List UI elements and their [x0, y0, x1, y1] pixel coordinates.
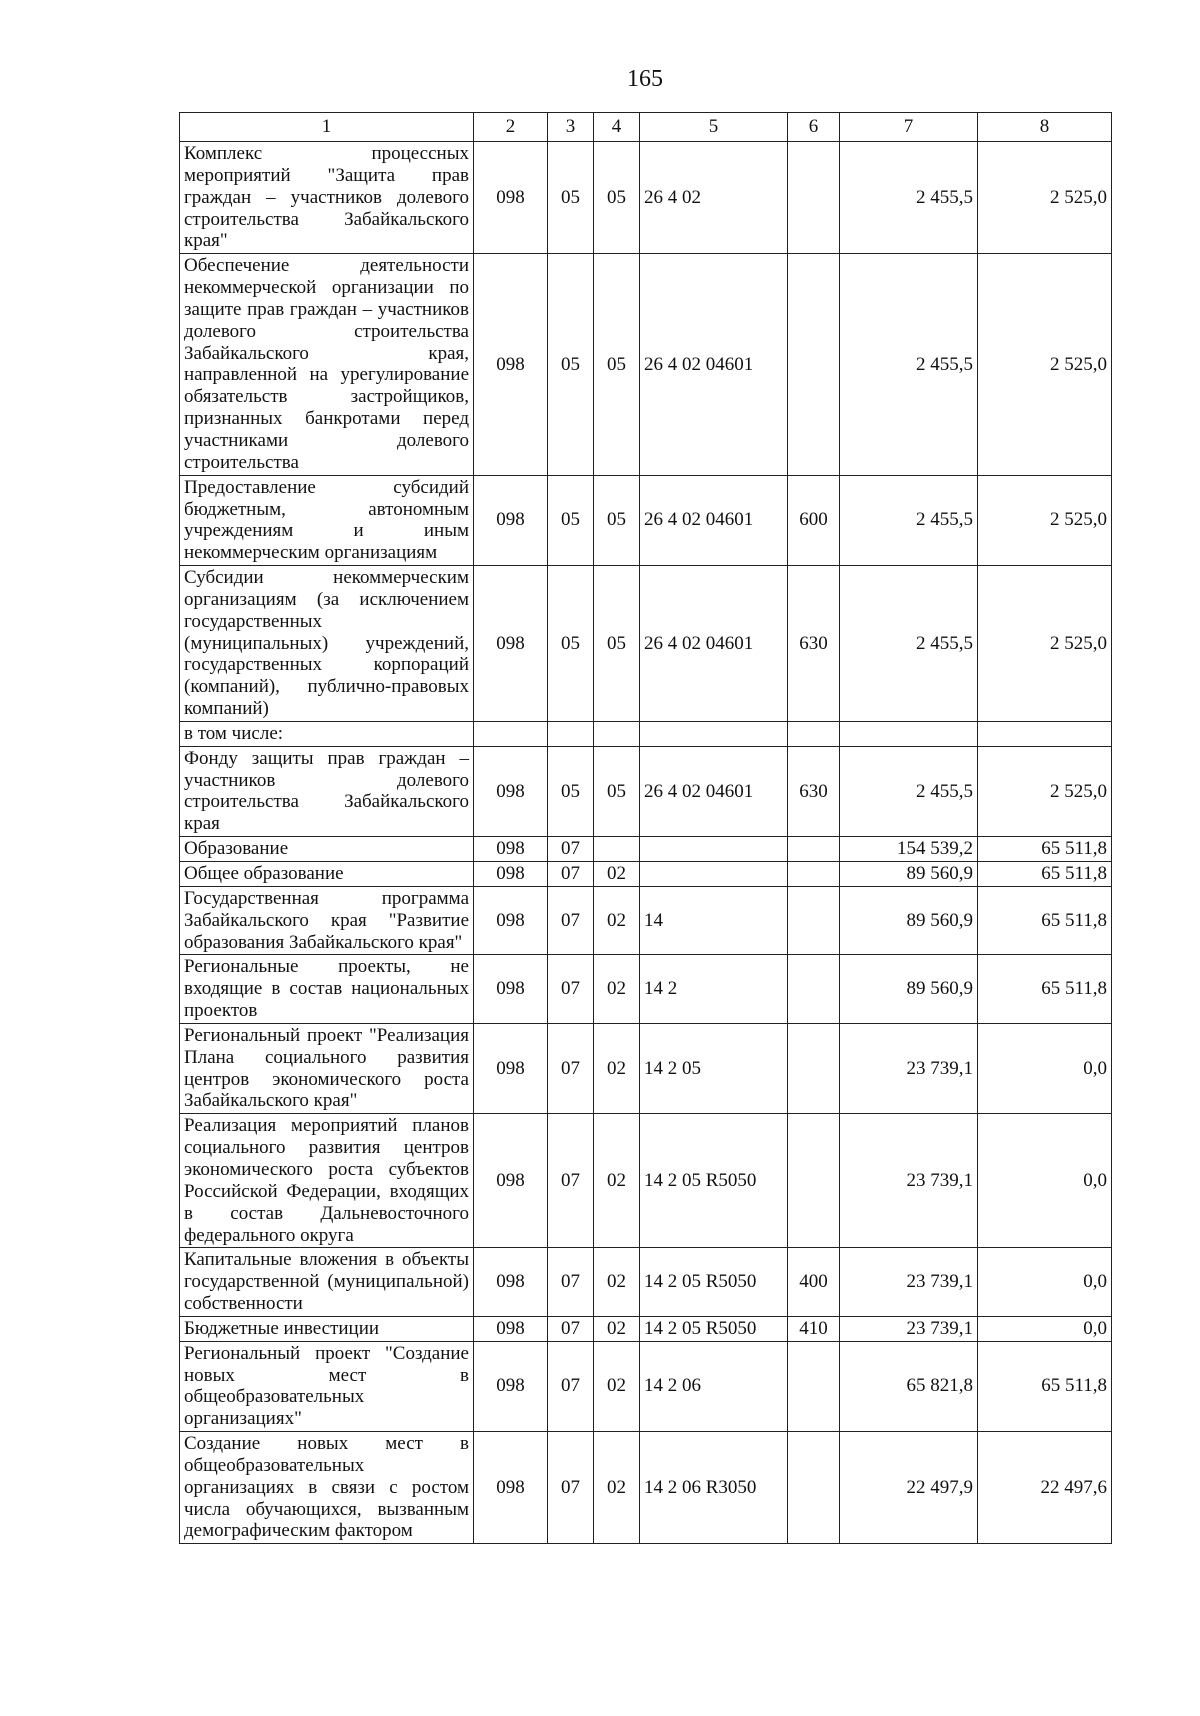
amount-year1-cell: 2 455,5 — [840, 254, 978, 475]
amount-year1-cell: 154 539,2 — [840, 837, 978, 862]
row-name-cell: Капитальные вложения в объекты государственной (муниципальной) собственности — [180, 1248, 474, 1317]
amount-year2-cell: 22 497,6 — [978, 1432, 1112, 1544]
ministry-code-cell: 098 — [474, 142, 548, 254]
amount-year2-cell: 2 525,0 — [978, 475, 1112, 565]
amount-year1-cell: 23 739,1 — [840, 1316, 978, 1341]
ministry-code-cell: 098 — [474, 1341, 548, 1431]
row-name-cell: Региональные проекты, не входящие в состав национальных проектов — [180, 955, 474, 1024]
table-row — [180, 1341, 1112, 1431]
row-name-cell: Создание новых мест в общеобразовательных организациях в связи с ростом числа обучающихся, вызванным демографическим фактором — [180, 1432, 474, 1544]
amount-year2-cell — [978, 721, 1112, 746]
column-header-3: 3 — [548, 113, 594, 142]
table-row — [180, 475, 1112, 565]
amount-year2-cell: 65 511,8 — [978, 955, 1112, 1024]
row-name-cell: Обеспечение деятельности некоммерческой организации по защите прав граждан – участников долевого строительства Забайкальского края, направленной на урегулирование обязательств застройщиков, признанных банкротами перед участниками долевого строительства — [180, 254, 474, 475]
page-number: 165 — [627, 66, 663, 92]
target-article-cell: 14 2 05 R5050 — [640, 1316, 788, 1341]
target-article-cell: 14 2 05 R5050 — [640, 1248, 788, 1317]
amount-year1-cell: 2 455,5 — [840, 746, 978, 836]
table-row — [180, 837, 1112, 862]
amount-year2-cell: 2 525,0 — [978, 142, 1112, 254]
ministry-code-cell: 098 — [474, 1023, 548, 1113]
budget-table — [179, 112, 1112, 1544]
expense-type-cell: 630 — [788, 566, 840, 722]
row-name-cell: Региональный проект "Создание новых мест в общеобразовательных организациях" — [180, 1341, 474, 1431]
amount-year2-cell: 2 525,0 — [978, 746, 1112, 836]
subsection-code-cell: 05 — [594, 142, 640, 254]
section-code-cell: 07 — [548, 955, 594, 1024]
subsection-code-cell: 05 — [594, 746, 640, 836]
table-row — [180, 1248, 1112, 1317]
row-name-cell: в том числе: — [180, 721, 474, 746]
column-header-2: 2 — [474, 113, 548, 142]
subsection-code-cell: 02 — [594, 1341, 640, 1431]
subsection-code-cell: 02 — [594, 1316, 640, 1341]
section-code-cell: 05 — [548, 475, 594, 565]
amount-year1-cell: 2 455,5 — [840, 566, 978, 722]
row-name-cell: Комплекс процессных мероприятий "Защита прав граждан – участников долевого строительства Забайкальского края" — [180, 142, 474, 254]
target-article-cell: 14 2 06 — [640, 1341, 788, 1431]
table-row — [180, 862, 1112, 887]
subsection-code-cell: 02 — [594, 1432, 640, 1544]
row-name-cell: Государственная программа Забайкальского края "Развитие образования Забайкальского края" — [180, 886, 474, 955]
target-article-cell: 26 4 02 04601 — [640, 746, 788, 836]
row-name-cell: Образование — [180, 837, 474, 862]
section-code-cell: 07 — [548, 1023, 594, 1113]
target-article-cell: 14 2 05 — [640, 1023, 788, 1113]
ministry-code-cell: 098 — [474, 746, 548, 836]
ministry-code-cell: 098 — [474, 1248, 548, 1317]
column-header-1: 1 — [180, 113, 474, 142]
table-row — [180, 721, 1112, 746]
amount-year1-cell: 89 560,9 — [840, 886, 978, 955]
amount-year1-cell: 65 821,8 — [840, 1341, 978, 1431]
amount-year2-cell: 0,0 — [978, 1023, 1112, 1113]
section-code-cell: 05 — [548, 142, 594, 254]
amount-year2-cell: 65 511,8 — [978, 862, 1112, 887]
header-row — [180, 113, 1112, 142]
table-row — [180, 1316, 1112, 1341]
subsection-code-cell: 02 — [594, 1023, 640, 1113]
subsection-code-cell — [594, 721, 640, 746]
row-name-cell: Бюджетные инвестиции — [180, 1316, 474, 1341]
amount-year1-cell: 23 739,1 — [840, 1023, 978, 1113]
amount-year1-cell: 22 497,9 — [840, 1432, 978, 1544]
amount-year1-cell: 2 455,5 — [840, 475, 978, 565]
expense-type-cell — [788, 721, 840, 746]
subsection-code-cell: 02 — [594, 886, 640, 955]
row-name-cell: Предоставление субсидий бюджетным, автономным учреждениям и иным некоммерческим организациям — [180, 475, 474, 565]
expense-type-cell — [788, 1023, 840, 1113]
table-row — [180, 254, 1112, 475]
subsection-code-cell: 02 — [594, 955, 640, 1024]
expense-type-cell: 410 — [788, 1316, 840, 1341]
ministry-code-cell: 098 — [474, 837, 548, 862]
section-code-cell: 07 — [548, 1248, 594, 1317]
target-article-cell — [640, 837, 788, 862]
table-row — [180, 746, 1112, 836]
table-row — [180, 955, 1112, 1024]
ministry-code-cell: 098 — [474, 862, 548, 887]
ministry-code-cell: 098 — [474, 955, 548, 1024]
target-article-cell: 26 4 02 04601 — [640, 566, 788, 722]
expense-type-cell — [788, 955, 840, 1024]
target-article-cell: 26 4 02 — [640, 142, 788, 254]
expense-type-cell: 600 — [788, 475, 840, 565]
amount-year1-cell: 23 739,1 — [840, 1248, 978, 1317]
target-article-cell: 14 2 — [640, 955, 788, 1024]
target-article-cell — [640, 862, 788, 887]
expense-type-cell — [788, 254, 840, 475]
ministry-code-cell: 098 — [474, 1432, 548, 1544]
target-article-cell: 26 4 02 04601 — [640, 475, 788, 565]
amount-year1-cell: 2 455,5 — [840, 142, 978, 254]
table-row — [180, 1432, 1112, 1544]
section-code-cell: 07 — [548, 862, 594, 887]
row-name-cell: Реализация мероприятий планов социального развития центров экономического роста субъектов Российской Федерации, входящих в состав Дальневосточного федерального округа — [180, 1114, 474, 1248]
ministry-code-cell: 098 — [474, 886, 548, 955]
subsection-code-cell: 05 — [594, 475, 640, 565]
ministry-code-cell — [474, 721, 548, 746]
amount-year2-cell: 65 511,8 — [978, 837, 1112, 862]
subsection-code-cell: 02 — [594, 1114, 640, 1248]
ministry-code-cell: 098 — [474, 566, 548, 722]
subsection-code-cell — [594, 837, 640, 862]
expense-type-cell — [788, 1114, 840, 1248]
target-article-cell — [640, 721, 788, 746]
amount-year2-cell: 65 511,8 — [978, 886, 1112, 955]
amount-year1-cell: 89 560,9 — [840, 955, 978, 1024]
table-row — [180, 1023, 1112, 1113]
expense-type-cell: 630 — [788, 746, 840, 836]
table-row — [180, 566, 1112, 722]
section-code-cell: 07 — [548, 886, 594, 955]
column-header-5: 5 — [640, 113, 788, 142]
section-code-cell: 07 — [548, 1341, 594, 1431]
table-header — [180, 113, 1112, 142]
table-body — [180, 142, 1112, 1544]
target-article-cell: 14 2 06 R3050 — [640, 1432, 788, 1544]
subsection-code-cell: 02 — [594, 862, 640, 887]
ministry-code-cell: 098 — [474, 475, 548, 565]
ministry-code-cell: 098 — [474, 1114, 548, 1248]
expense-type-cell: 400 — [788, 1248, 840, 1317]
amount-year2-cell: 0,0 — [978, 1248, 1112, 1317]
amount-year2-cell: 2 525,0 — [978, 566, 1112, 722]
subsection-code-cell: 05 — [594, 566, 640, 722]
table-row — [180, 1114, 1112, 1248]
expense-type-cell — [788, 142, 840, 254]
amount-year1-cell — [840, 721, 978, 746]
amount-year2-cell: 0,0 — [978, 1316, 1112, 1341]
section-code-cell: 07 — [548, 837, 594, 862]
column-header-7: 7 — [840, 113, 978, 142]
section-code-cell: 05 — [548, 254, 594, 475]
amount-year1-cell: 89 560,9 — [840, 862, 978, 887]
expense-type-cell — [788, 1341, 840, 1431]
ministry-code-cell: 098 — [474, 254, 548, 475]
expense-type-cell — [788, 862, 840, 887]
amount-year2-cell: 2 525,0 — [978, 254, 1112, 475]
amount-year2-cell: 65 511,8 — [978, 1341, 1112, 1431]
expense-type-cell — [788, 837, 840, 862]
table-row — [180, 142, 1112, 254]
target-article-cell: 14 2 05 R5050 — [640, 1114, 788, 1248]
amount-year1-cell: 23 739,1 — [840, 1114, 978, 1248]
row-name-cell: Фонду защиты прав граждан – участников долевого строительства Забайкальского края — [180, 746, 474, 836]
section-code-cell: 07 — [548, 1114, 594, 1248]
row-name-cell: Общее образование — [180, 862, 474, 887]
section-code-cell: 05 — [548, 746, 594, 836]
expense-type-cell — [788, 1432, 840, 1544]
section-code-cell: 07 — [548, 1316, 594, 1341]
column-header-6: 6 — [788, 113, 840, 142]
ministry-code-cell: 098 — [474, 1316, 548, 1341]
section-code-cell — [548, 721, 594, 746]
target-article-cell: 26 4 02 04601 — [640, 254, 788, 475]
column-header-4: 4 — [594, 113, 640, 142]
expense-type-cell — [788, 886, 840, 955]
amount-year2-cell: 0,0 — [978, 1114, 1112, 1248]
subsection-code-cell: 02 — [594, 1248, 640, 1317]
target-article-cell: 14 — [640, 886, 788, 955]
row-name-cell: Субсидии некоммерческим организациям (за исключением государственных (муниципальных) учреждений, государственных корпораций (компаний), публично-правовых компаний) — [180, 566, 474, 722]
section-code-cell: 07 — [548, 1432, 594, 1544]
table-row — [180, 886, 1112, 955]
column-header-8: 8 — [978, 113, 1112, 142]
subsection-code-cell: 05 — [594, 254, 640, 475]
section-code-cell: 05 — [548, 566, 594, 722]
row-name-cell: Региональный проект "Реализация Плана социального развития центров экономического роста Забайкальского края" — [180, 1023, 474, 1113]
